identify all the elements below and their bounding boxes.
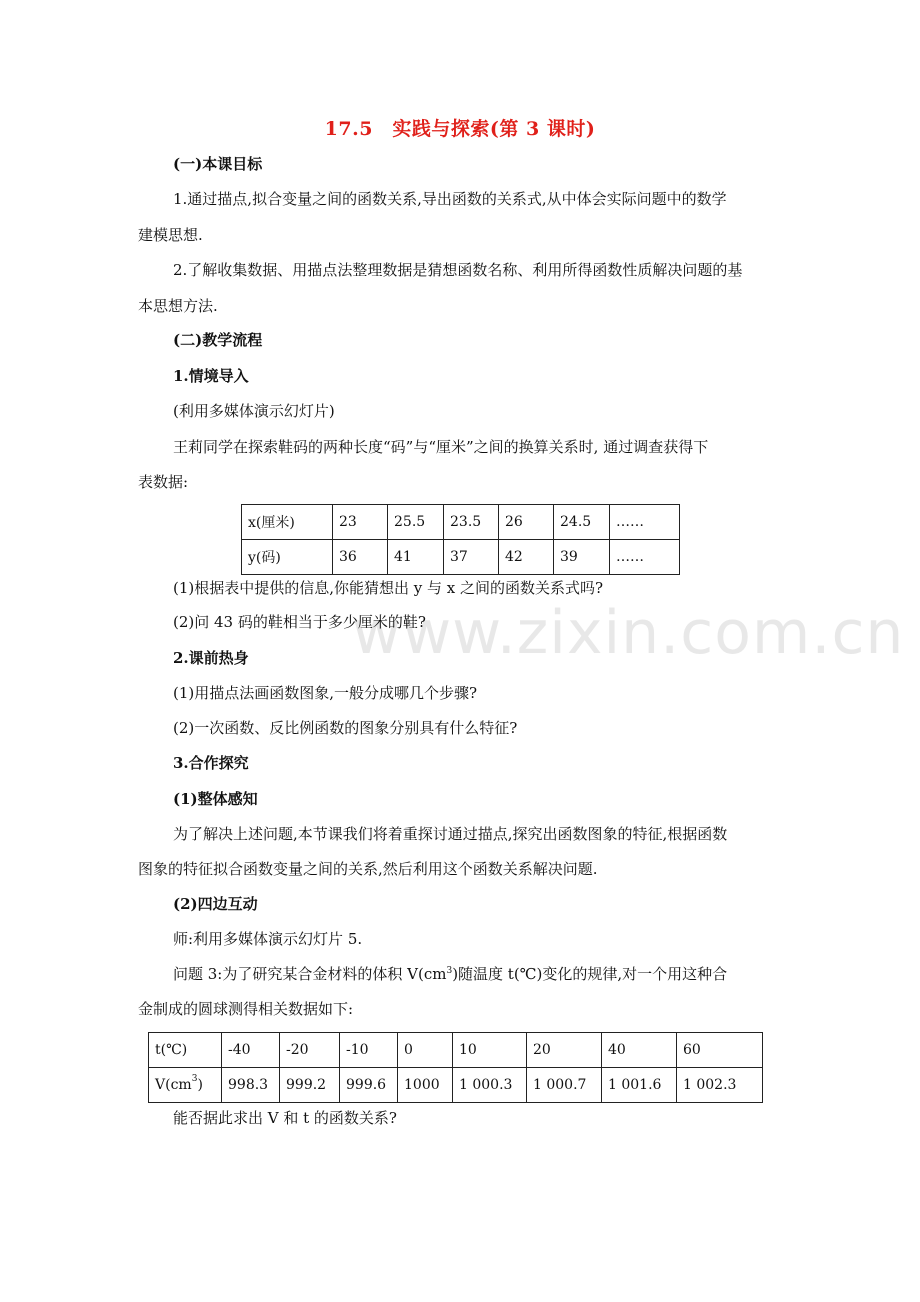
section-heading-process: (二)教学流程: [173, 331, 263, 349]
watermark: www.zixin.com.cn: [352, 598, 905, 668]
table-cell: 20: [527, 1033, 602, 1068]
subheading-intro: 1.情境导入: [173, 367, 249, 385]
table-cell: -20: [280, 1033, 340, 1068]
table-cell: 26: [499, 505, 554, 540]
table-cell: 40: [602, 1033, 677, 1068]
table-row: [242, 505, 680, 540]
question-1: (1)根据表中提供的信息,你能猜想出 y 与 x 之间的函数关系式吗?: [173, 579, 604, 597]
table-cell: 36: [333, 540, 388, 575]
goal-2-line-1: 2.了解收集数据、用描点法整理数据是猜想函数名称、利用所得函数性质解决问题的基: [173, 261, 743, 279]
subheading-warmup: 2.课前热身: [173, 649, 249, 667]
table-cell: ……: [610, 505, 680, 540]
table-cell: t(℃): [149, 1033, 222, 1068]
overview-line-2: 图象的特征拟合函数变量之间的关系,然后利用这个函数关系解决问题.: [138, 860, 598, 878]
teacher-line: 师:利用多媒体演示幻灯片 5.: [173, 930, 363, 948]
superscript-3: 3: [446, 966, 453, 976]
table-row: [242, 540, 680, 575]
table-cell: 1 000.7: [527, 1068, 602, 1103]
table-cell: 42: [499, 540, 554, 575]
subheading-overview: (1)整体感知: [173, 790, 258, 808]
table-cell: 37: [444, 540, 499, 575]
section-heading-goals: (一)本课目标: [173, 155, 263, 173]
table-cell: [149, 1068, 222, 1103]
overview-line-1: 为了解决上述问题,本节课我们将着重探讨通过描点,探究出函数图象的特征,根据函数: [173, 825, 728, 843]
table-row: [149, 1033, 763, 1068]
table-cell: 0: [398, 1033, 453, 1068]
warmup-1: (1)用描点法画函数图象,一般分成哪几个步骤?: [173, 684, 478, 702]
table-cell: 10: [453, 1033, 527, 1068]
problem-3-line-2: 金制成的圆球测得相关数据如下:: [138, 1000, 354, 1018]
table-cell: 25.5: [388, 505, 444, 540]
table-cell: 23: [333, 505, 388, 540]
goal-1-line-1: 1.通过描点,拟合变量之间的函数关系,导出函数的关系式,从中体会实际问题中的数学: [173, 190, 727, 208]
table-cell: 999.2: [280, 1068, 340, 1103]
table-cell: ……: [610, 540, 680, 575]
alloy-volume-table: [148, 1032, 763, 1103]
subheading-interaction: (2)四边互动: [173, 895, 258, 913]
warmup-2: (2)一次函数、反比例函数的图象分别具有什么特征?: [173, 719, 518, 737]
table-cell: 1 001.6: [602, 1068, 677, 1103]
table-cell: 1 002.3: [677, 1068, 763, 1103]
table-cell: 39: [554, 540, 610, 575]
intro-text-line-2: 表数据:: [138, 473, 189, 491]
problem-3-line-1: [173, 964, 727, 984]
table-cell: 41: [388, 540, 444, 575]
table-cell: y(码): [242, 540, 333, 575]
header-v-pre: V(cm: [155, 1077, 192, 1093]
final-question: 能否据此求出 V 和 t 的函数关系?: [173, 1109, 397, 1127]
superscript-3: 3: [191, 1074, 198, 1084]
table-cell: 24.5: [554, 505, 610, 540]
table-cell: 23.5: [444, 505, 499, 540]
intro-text-line-1: 王莉同学在探索鞋码的两种长度“码”与“厘米”之间的换算关系时, 通过调查获得下: [173, 438, 709, 456]
table-cell: 1000: [398, 1068, 453, 1103]
table-cell: 998.3: [222, 1068, 280, 1103]
table-cell: -40: [222, 1033, 280, 1068]
table-row: [149, 1068, 763, 1103]
intro-note: (利用多媒体演示幻灯片): [173, 402, 335, 420]
table-cell: 1 000.3: [453, 1068, 527, 1103]
table-cell: x(厘米): [242, 505, 333, 540]
goal-1-line-2: 建模思想.: [138, 226, 203, 244]
shoe-size-table: [241, 504, 680, 575]
page-title: 17.5 实践与探索(第 3 课时): [324, 118, 596, 140]
problem-3-text-a: 问题 3:为了研究某合金材料的体积 V(cm: [173, 965, 447, 983]
table-cell: 60: [677, 1033, 763, 1068]
table-cell: 999.6: [340, 1068, 398, 1103]
goal-2-line-2: 本思想方法.: [138, 297, 218, 315]
table-cell: -10: [340, 1033, 398, 1068]
header-v-post: ): [197, 1077, 203, 1093]
question-2: (2)问 43 码的鞋相当于多少厘米的鞋?: [173, 613, 426, 631]
subheading-explore: 3.合作探究: [173, 754, 249, 772]
problem-3-text-b: )随温度 t(℃)变化的规律,对一个用这种合: [452, 965, 728, 983]
